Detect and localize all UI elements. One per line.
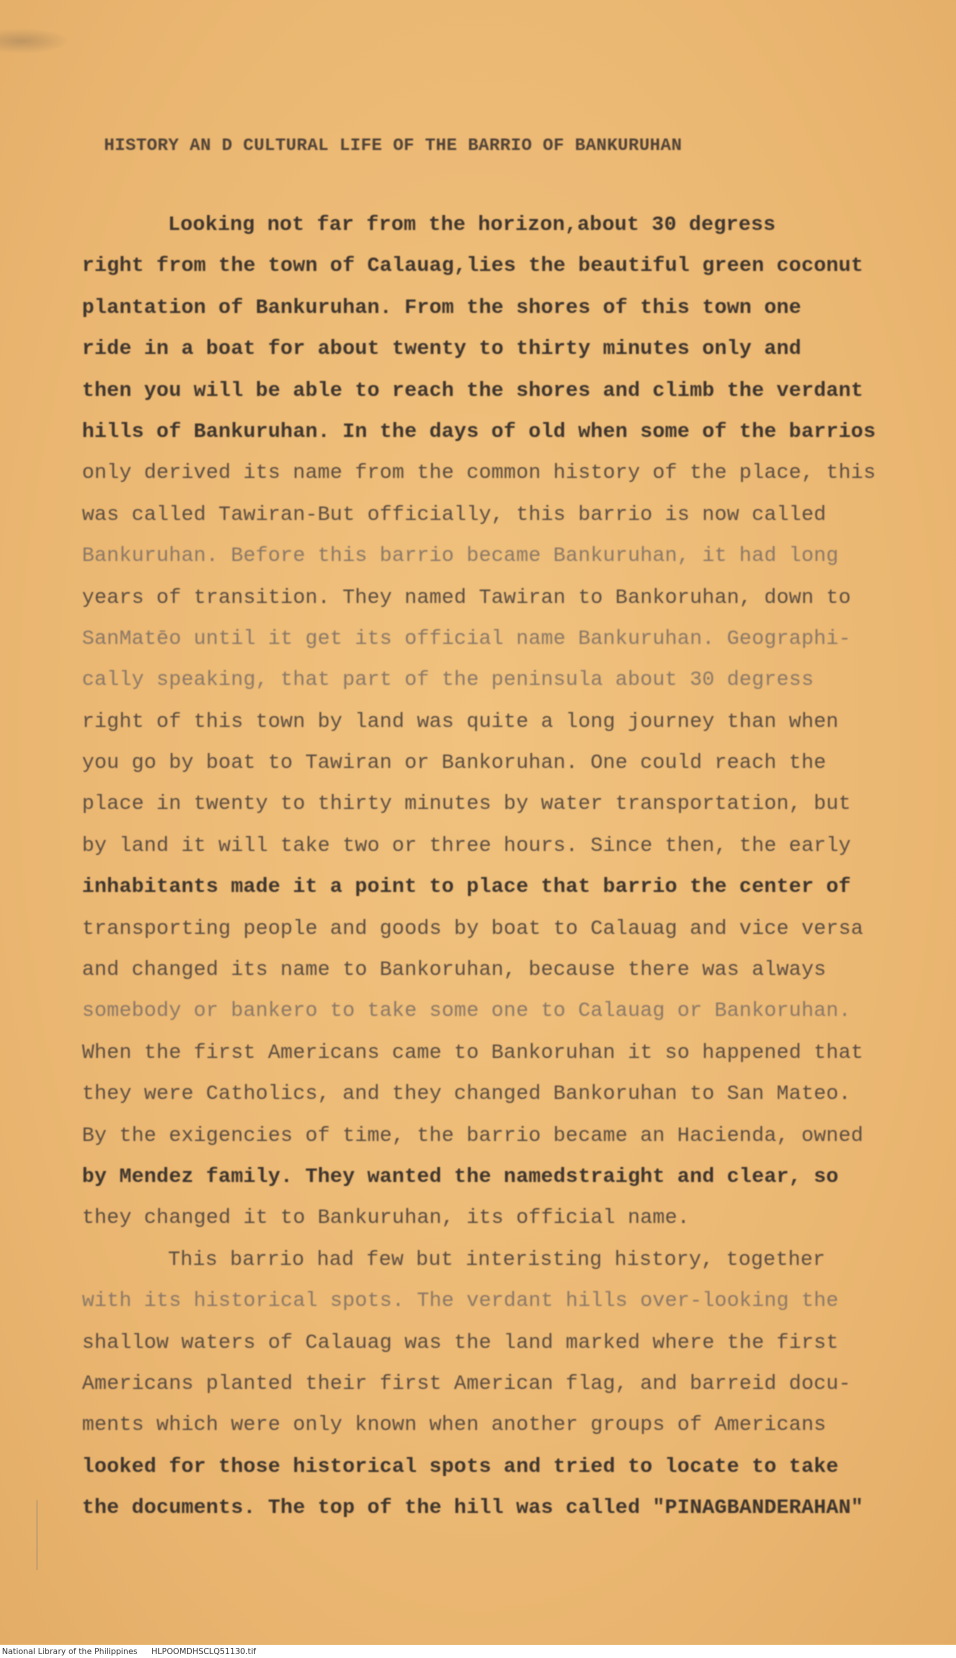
text-line: and changed its name to Bankoruhan, because there was always bbox=[82, 959, 827, 983]
text-line: right of this town by land was quite a long journey than when bbox=[82, 710, 839, 734]
text-line: was called Tawiran-But officially, this barrio is now called bbox=[82, 503, 827, 527]
text-line: somebody or bankero to take some one to Calauag or Bankoruhan. bbox=[82, 1000, 851, 1024]
text-line: SanMatēo until it get its official name Bankuruhan. Geographi- bbox=[82, 627, 851, 651]
text-line: right from the town of Calauag,lies the beautiful green coconut bbox=[82, 255, 864, 279]
scan-footer bbox=[0, 1645, 956, 1658]
text-line: hills of Bankuruhan. In the days of old when some of the barrios bbox=[82, 420, 876, 444]
text-line: years of transition. They named Tawiran to Bankoruhan, down to bbox=[82, 586, 851, 610]
text-line: they were Catholics, and they changed Bankoruhan to San Mateo. bbox=[82, 1083, 851, 1107]
text-line: By the exigencies of time, the barrio became an Hacienda, owned bbox=[82, 1124, 864, 1148]
text-line: by Mendez family. They wanted the namedstraight and clear, so bbox=[82, 1165, 839, 1189]
paper-fold-mark bbox=[36, 1500, 38, 1570]
text-line: transporting people and goods by boat to Calauag and vice versa bbox=[82, 917, 864, 941]
text-line: When the first Americans came to Bankoruhan it so happened that bbox=[82, 1041, 864, 1065]
text-line: Bankuruhan. Before this barrio became Bankuruhan, it had long bbox=[82, 545, 839, 569]
footer-archive-name: National Library of the Philippines bbox=[2, 1647, 138, 1656]
text-line: ride in a boat for about twenty to thirty minutes only and bbox=[82, 338, 802, 362]
footer-filename: HLPOOMDHSCLQ51130.tif bbox=[151, 1647, 256, 1656]
paper-smudge bbox=[0, 28, 70, 54]
text-line: This barrio had few but interisting history, together bbox=[168, 1248, 826, 1272]
text-line: ments which were only known when another groups of Americans bbox=[82, 1414, 827, 1438]
text-line: Looking not far from the horizon,about 30 degress bbox=[168, 214, 776, 237]
text-line: plantation of Bankuruhan. From the shores of this town one bbox=[82, 296, 802, 320]
text-line: shallow waters of Calauag was the land marked where the first bbox=[82, 1331, 839, 1355]
text-line: only derived its name from the common history of the place, this bbox=[82, 462, 876, 486]
text-line: they changed it to Bankuruhan, its official name. bbox=[82, 1207, 690, 1231]
document-body bbox=[82, 205, 902, 1530]
text-line: inhabitants made it a point to place that barrio the center of bbox=[82, 876, 851, 900]
text-line: you go by boat to Tawiran or Bankoruhan. One could reach the bbox=[82, 752, 827, 776]
text-line: by land it will take two or three hours. Since then, the early bbox=[82, 834, 851, 858]
text-line: place in twenty to thirty minutes by water transportation, but bbox=[82, 793, 851, 817]
text-line: then you will be able to reach the shores and climb the verdant bbox=[82, 379, 864, 403]
text-line: with its historical spots. The verdant hills over-looking the bbox=[82, 1290, 839, 1314]
text-line: looked for those historical spots and tried to locate to take bbox=[82, 1455, 839, 1479]
document-title: HISTORY AN D CULTURAL LIFE OF THE BARRIO OF BANKURUHAN bbox=[104, 136, 682, 156]
text-line: Americans planted their first American flag, and barreid docu- bbox=[82, 1372, 851, 1396]
text-line: cally speaking, that part of the peninsula about 30 degress bbox=[82, 669, 814, 693]
text-line: the documents. The top of the hill was called "PINAGBANDERAHAN" bbox=[82, 1497, 864, 1521]
